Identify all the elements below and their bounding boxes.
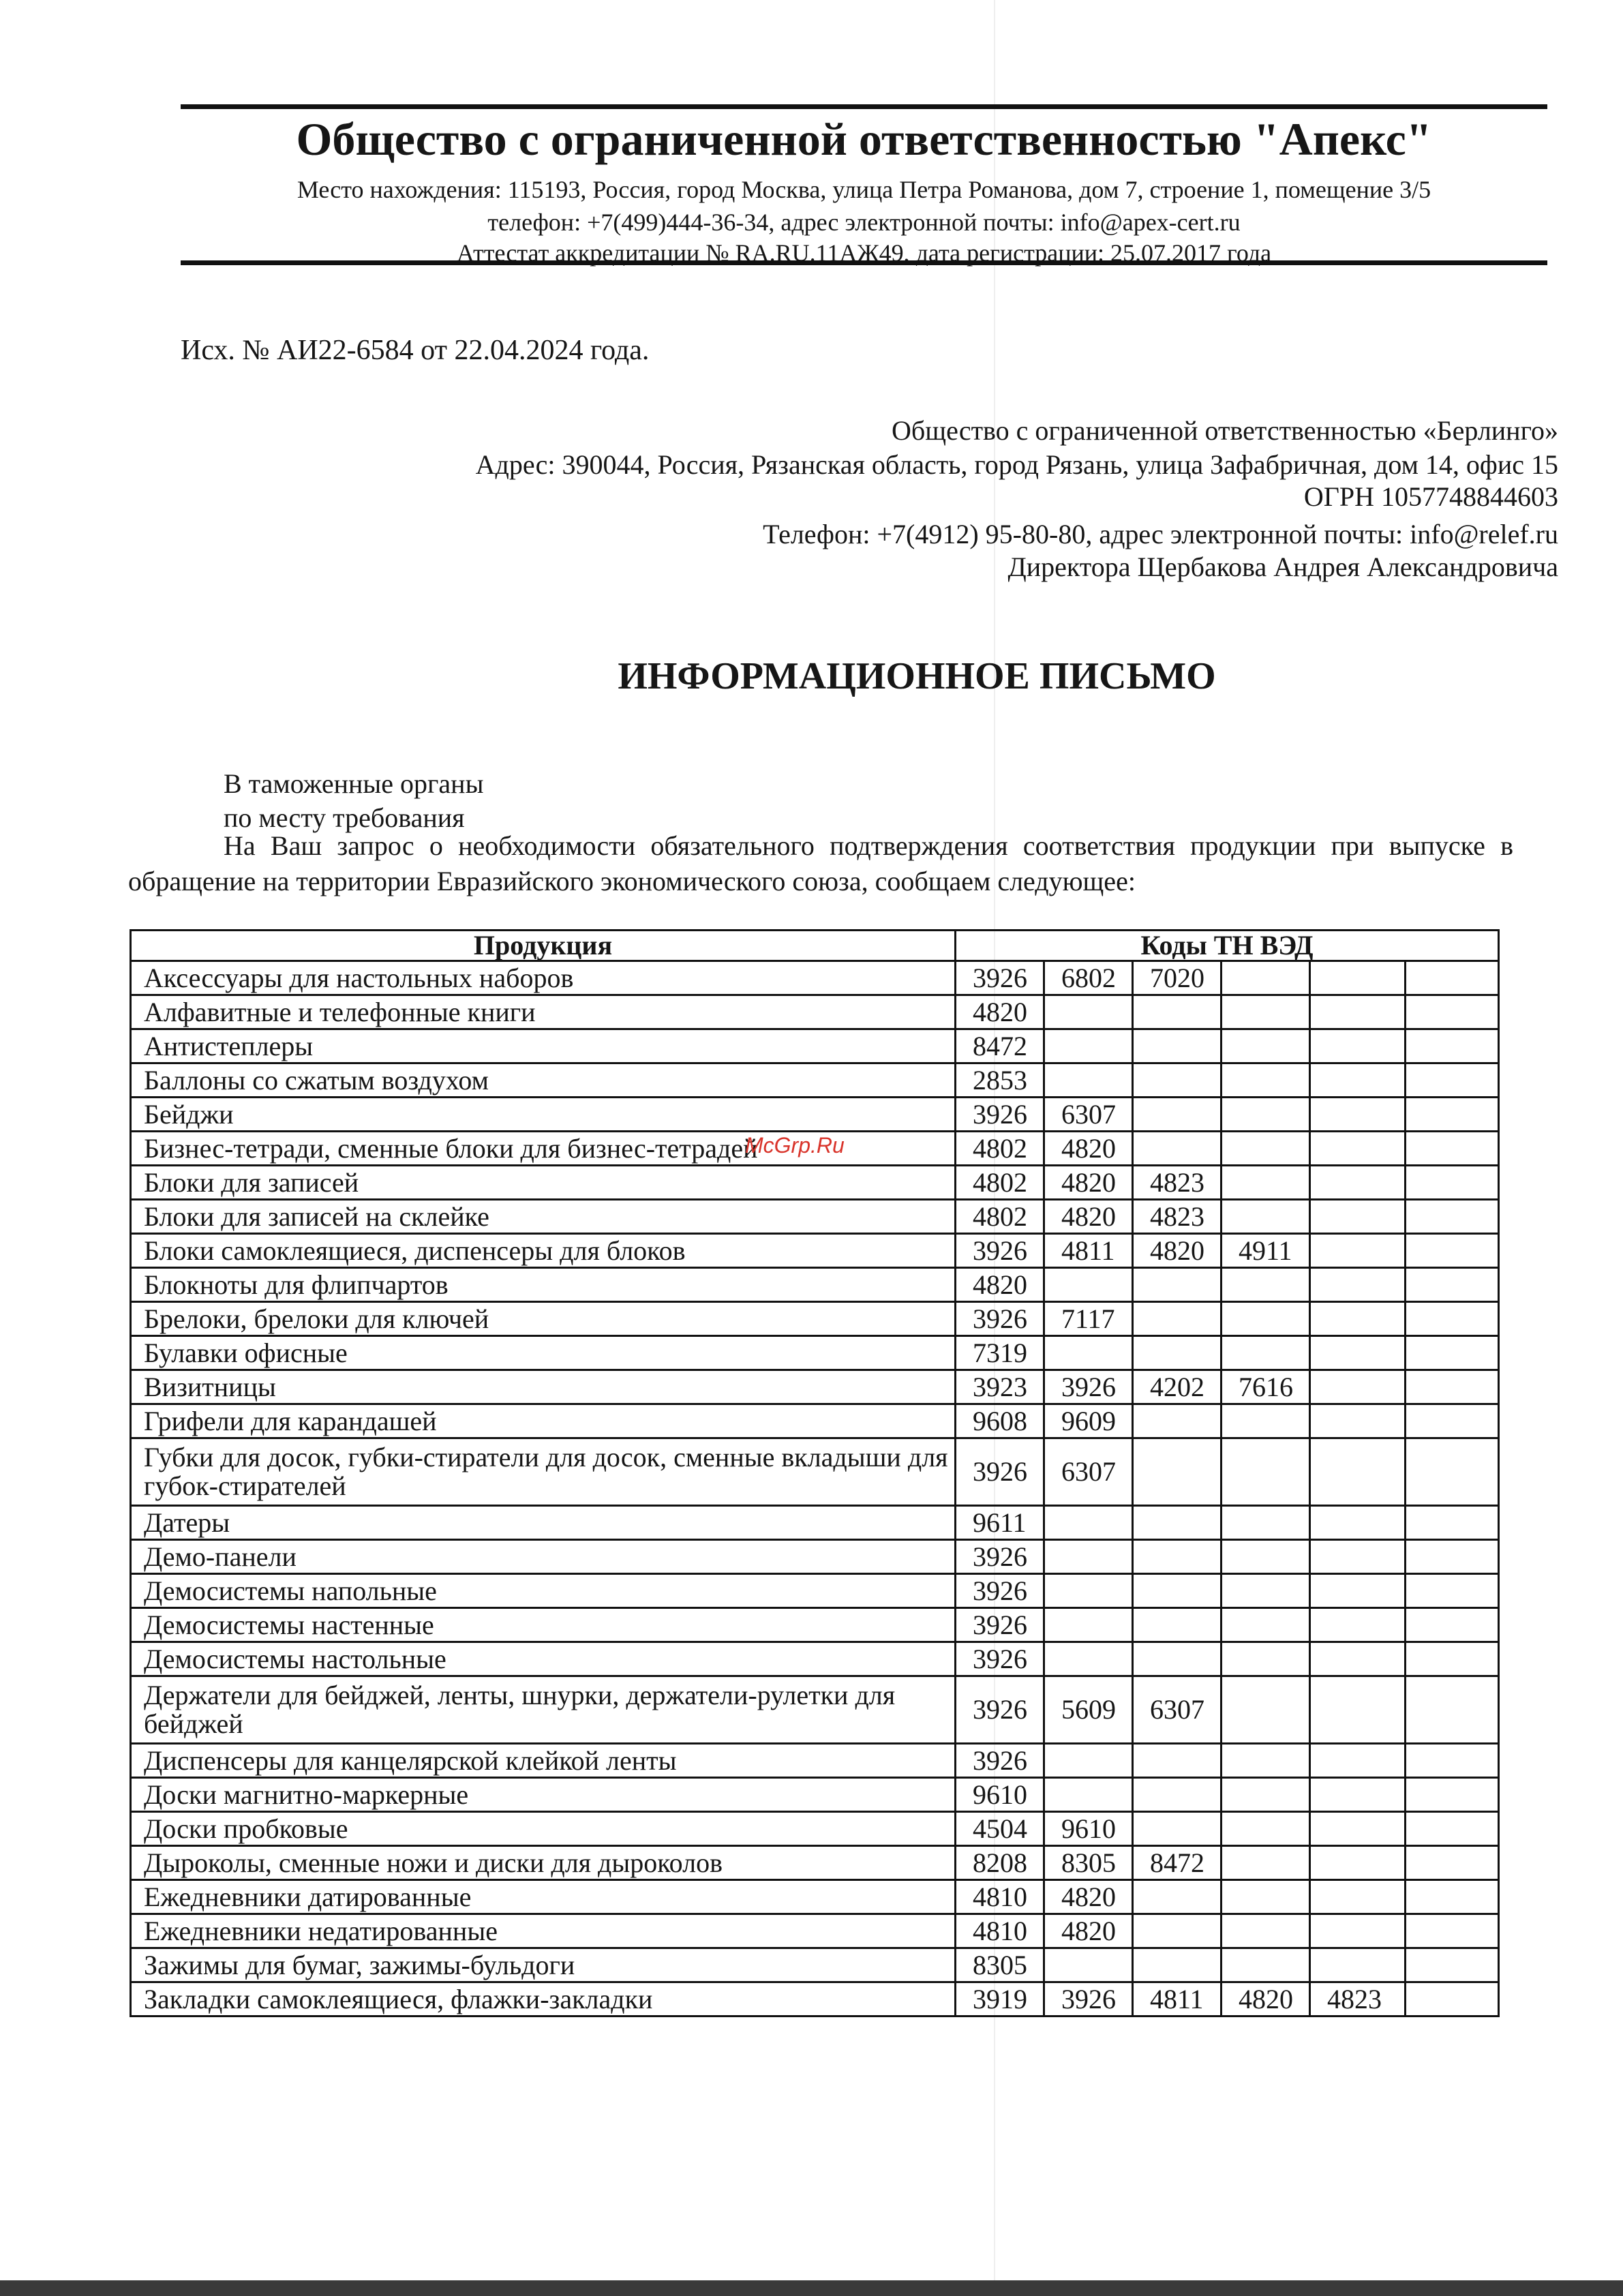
product-cell: Визитницы [131,1370,956,1404]
table-row [131,1982,1499,2016]
code-cell [1310,1506,1406,1540]
code-cell [1406,1438,1499,1506]
code-cell: 4820 [1044,1132,1133,1166]
table-row [131,1336,1499,1370]
table-row [131,1744,1499,1778]
code-cell [1044,1336,1133,1370]
code-cell [1133,1642,1222,1676]
code-cell: 3926 [956,1574,1044,1608]
table-row [131,961,1499,995]
product-codes-table [130,929,1500,2017]
code-cell [1133,1336,1222,1370]
code-cell: 9610 [956,1778,1044,1812]
code-cell: 7616 [1222,1370,1310,1404]
code-cell [1133,1812,1222,1846]
code-cell [1406,1063,1499,1098]
header-codes: Коды ТН ВЭД [956,931,1499,961]
code-cell [1310,1370,1406,1404]
code-cell [1406,1166,1499,1200]
code-cell [1406,1234,1499,1268]
code-cell [1222,1642,1310,1676]
code-cell: 4911 [1222,1234,1310,1268]
code-cell [1044,1506,1133,1540]
code-cell [1310,1812,1406,1846]
table-row [131,1574,1499,1608]
table-row [131,1608,1499,1642]
code-cell [1222,1063,1310,1098]
product-cell: Доски пробковые [131,1812,956,1846]
code-cell [1222,1302,1310,1336]
code-cell: 6307 [1044,1098,1133,1132]
code-cell [1406,1098,1499,1132]
code-cell: 4820 [1044,1880,1133,1914]
table-row [131,1506,1499,1540]
product-cell: Доски магнитно-маркерные [131,1778,956,1812]
product-cell: Демосистемы настенные [131,1608,956,1642]
code-cell: 4820 [956,1268,1044,1302]
code-cell [1310,1574,1406,1608]
code-cell: 4802 [956,1166,1044,1200]
code-cell: 4810 [956,1914,1044,1948]
code-cell [1406,1676,1499,1744]
code-cell: 5609 [1044,1676,1133,1744]
product-cell: Зажимы для бумаг, зажимы-бульдоги [131,1948,956,1982]
table-row [131,1778,1499,1812]
code-cell [1310,1166,1406,1200]
code-cell [1406,1370,1499,1404]
table-row [131,1302,1499,1336]
code-cell [1044,1063,1133,1098]
intro-paragraph: На Ваш запрос о необходимости обязательного подтверждения соответствия продукции при выпуске в обращение на территории Евразийского экономического союза, сообщаем следующее: [128,830,1513,896]
code-cell: 9610 [1044,1812,1133,1846]
table-row [131,1063,1499,1098]
code-cell [1310,1540,1406,1574]
code-cell [1133,1132,1222,1166]
code-cell [1310,1268,1406,1302]
code-cell: 4820 [956,995,1044,1029]
table-row [131,1676,1499,1744]
code-cell [1406,1846,1499,1880]
code-cell: 8208 [956,1846,1044,1880]
code-cell [1222,1608,1310,1642]
code-cell [1133,1608,1222,1642]
code-cell [1310,1098,1406,1132]
table-body [131,961,1499,2016]
code-cell [1222,1948,1310,1982]
product-cell: Диспенсеры для канцелярской клейкой ленты [131,1744,956,1778]
code-cell [1406,1302,1499,1336]
code-cell [1310,995,1406,1029]
code-cell: 3926 [956,1540,1044,1574]
table-row [131,1268,1499,1302]
table-row [131,1370,1499,1404]
code-cell [1133,1063,1222,1098]
code-cell [1310,1846,1406,1880]
code-cell [1406,1744,1499,1778]
table-row [131,1812,1499,1846]
code-cell [1044,1608,1133,1642]
header-product: Продукция [131,931,956,961]
code-cell [1310,1676,1406,1744]
outgoing-reference: Исх. № АИ22-6584 от 22.04.2024 года. [181,335,650,366]
code-cell [1133,1438,1222,1506]
product-cell: Ежедневники недатированные [131,1914,956,1948]
code-cell [1222,1438,1310,1506]
code-cell [1222,1166,1310,1200]
accreditation-line: Аттестат аккредитации № RA.RU.11АЖ49, дата регистрации: 25.07.2017 года [456,239,1272,267]
code-cell: 4202 [1133,1370,1222,1404]
code-cell [1222,1506,1310,1540]
table-row [131,1200,1499,1234]
product-cell: Блокноты для флипчартов [131,1268,956,1302]
code-cell [1310,1608,1406,1642]
code-cell [1406,1608,1499,1642]
code-cell: 3926 [956,961,1044,995]
code-cell [1406,1574,1499,1608]
code-cell [1222,1880,1310,1914]
code-cell [1310,1063,1406,1098]
product-cell: Губки для досок, губки-стиратели для досок, сменные вкладыши для губок-стирателей [131,1438,956,1506]
code-cell [1222,1029,1310,1063]
code-cell [1406,1880,1499,1914]
product-cell: Бизнес-тетради, сменные блоки для бизнес-тетрадей [131,1132,956,1166]
product-cell: Ежедневники датированные [131,1880,956,1914]
code-cell [1133,1506,1222,1540]
code-cell: 7117 [1044,1302,1133,1336]
code-cell [1406,1812,1499,1846]
table-row [131,1642,1499,1676]
product-cell: Баллоны со сжатым воздухом [131,1063,956,1098]
table-header-row [131,931,1499,961]
code-cell [1222,1812,1310,1846]
code-cell [1133,1574,1222,1608]
code-cell: 8472 [956,1029,1044,1063]
code-cell [1044,1778,1133,1812]
product-cell: Блоки самоклеящиеся, диспенсеры для блоков [131,1234,956,1268]
code-cell [1044,1268,1133,1302]
code-cell [1406,1642,1499,1676]
product-cell: Демо-панели [131,1540,956,1574]
company-name: Общество с ограниченной ответственностью "Апекс" [296,113,1432,165]
code-cell [1133,1029,1222,1063]
code-cell: 9609 [1044,1404,1133,1438]
addressee-line-2: по месту требования [224,802,465,833]
code-cell: 4811 [1044,1234,1133,1268]
code-cell [1222,1098,1310,1132]
code-cell: 6802 [1044,961,1133,995]
code-cell: 3926 [956,1438,1044,1506]
code-cell: 4802 [956,1200,1044,1234]
scan-bottom-edge [0,2280,1623,2296]
code-cell: 4810 [956,1880,1044,1914]
code-cell: 3926 [956,1234,1044,1268]
code-cell [1222,1574,1310,1608]
product-cell: Аксессуары для настольных наборов [131,961,956,995]
code-cell [1044,1029,1133,1063]
table-row [131,1029,1499,1063]
product-cell: Антистеплеры [131,1029,956,1063]
code-cell: 3926 [956,1608,1044,1642]
table-row [131,1404,1499,1438]
recipient-name: Общество с ограниченной ответственностью «Берлинго» [892,415,1558,446]
table-row [131,1914,1499,1948]
table-row [131,1540,1499,1574]
letterhead-top-rule [181,104,1547,109]
company-address: Место нахождения: 115193, Россия, город Москва, улица Петра Романова, дом 7, строение 1, помещение 3/5 [297,176,1431,203]
table-row [131,1846,1499,1880]
code-cell: 9611 [956,1506,1044,1540]
code-cell: 3926 [956,1642,1044,1676]
product-cell: Алфавитные и телефонные книги [131,995,956,1029]
code-cell: 4823 [1133,1200,1222,1234]
recipient-director: Директора Щербакова Андрея Александровича [1007,552,1558,582]
code-cell: 4820 [1133,1234,1222,1268]
watermark: McGrp.Ru [745,1133,845,1158]
product-cell: Блоки для записей [131,1166,956,1200]
code-cell: 4820 [1044,1914,1133,1948]
product-cell: Блоки для записей на склейке [131,1200,956,1234]
code-cell [1310,1914,1406,1948]
code-cell: 4820 [1044,1166,1133,1200]
code-cell [1044,1744,1133,1778]
code-cell [1044,1574,1133,1608]
code-cell [1406,1336,1499,1370]
code-cell [1406,961,1499,995]
code-cell [1310,1302,1406,1336]
code-cell: 2853 [956,1063,1044,1098]
code-cell [1310,1404,1406,1438]
code-cell [1133,1744,1222,1778]
code-cell: 3919 [956,1982,1044,2016]
code-cell [1310,1029,1406,1063]
company-contacts: телефон: +7(499)444-36-34, адрес электронной почты: info@apex-cert.ru [487,209,1241,236]
code-cell: 3926 [1044,1982,1133,2016]
code-cell [1310,1336,1406,1370]
product-cell: Брелоки, брелоки для ключей [131,1302,956,1336]
code-cell [1044,1540,1133,1574]
code-cell [1406,1200,1499,1234]
code-cell [1310,1744,1406,1778]
addressee-line-1: В таможенные органы [224,768,484,799]
product-cell: Грифели для карандашей [131,1404,956,1438]
code-cell: 3926 [956,1302,1044,1336]
code-cell [1133,1914,1222,1948]
product-cell: Булавки офисные [131,1336,956,1370]
code-cell [1406,1914,1499,1948]
code-cell [1310,1132,1406,1166]
code-cell [1133,1880,1222,1914]
product-cell: Датеры [131,1506,956,1540]
table-row [131,1948,1499,1982]
table-row [131,1166,1499,1200]
code-cell [1406,1029,1499,1063]
code-cell [1133,1404,1222,1438]
recipient-address: Адрес: 390044, Россия, Рязанская область, город Рязань, улица Зафабричная, дом 14, офис 15 [475,449,1558,480]
code-cell [1044,1642,1133,1676]
code-cell [1310,1778,1406,1812]
product-cell: Демосистемы настольные [131,1642,956,1676]
product-cell: Демосистемы напольные [131,1574,956,1608]
code-cell [1044,1948,1133,1982]
code-cell: 4820 [1222,1982,1310,2016]
recipient-contacts: Телефон: +7(4912) 95-80-80, адрес электронной почты: info@relef.ru [763,519,1558,549]
code-cell [1406,1132,1499,1166]
code-cell: 4820 [1044,1200,1133,1234]
code-cell: 4504 [956,1812,1044,1846]
code-cell [1406,1506,1499,1540]
code-cell: 3926 [956,1676,1044,1744]
code-cell [1310,1200,1406,1234]
code-cell [1222,1132,1310,1166]
code-cell [1310,1880,1406,1914]
code-cell: 7319 [956,1336,1044,1370]
code-cell [1133,1948,1222,1982]
code-cell [1222,1676,1310,1744]
code-cell [1222,1336,1310,1370]
code-cell [1310,1234,1406,1268]
code-cell [1222,1268,1310,1302]
code-cell: 6307 [1133,1676,1222,1744]
table-row [131,995,1499,1029]
code-cell [1406,1268,1499,1302]
code-cell [1222,1914,1310,1948]
code-cell: 3926 [956,1098,1044,1132]
table-row [131,1880,1499,1914]
letterhead-bottom-rule [181,260,1547,265]
code-cell: 4802 [956,1132,1044,1166]
code-cell [1406,1778,1499,1812]
recipient-ogrn: ОГРН 1057748844603 [1303,481,1558,512]
code-cell [1133,1098,1222,1132]
code-cell [1222,1846,1310,1880]
code-cell [1222,1200,1310,1234]
code-cell: 9608 [956,1404,1044,1438]
code-cell [1406,1540,1499,1574]
code-cell: 8472 [1133,1846,1222,1880]
code-cell [1222,1404,1310,1438]
code-cell: 3923 [956,1370,1044,1404]
code-cell: 8305 [1044,1846,1133,1880]
code-cell [1310,1642,1406,1676]
code-cell [1310,961,1406,995]
code-cell: 3926 [956,1744,1044,1778]
code-cell [1222,995,1310,1029]
code-cell [1310,1438,1406,1506]
code-cell [1310,1948,1406,1982]
code-cell [1222,1744,1310,1778]
product-cell: Держатели для бейджей, ленты, шнурки, держатели-рулетки для бейджей [131,1676,956,1744]
code-cell [1406,1982,1499,2016]
code-cell [1406,995,1499,1029]
code-cell: 7020 [1133,961,1222,995]
code-cell [1133,1302,1222,1336]
code-cell [1133,1268,1222,1302]
code-cell: 4823 [1310,1982,1406,2016]
code-cell [1044,995,1133,1029]
product-cell: Дыроколы, сменные ножи и диски для дыроколов [131,1846,956,1880]
code-cell [1406,1948,1499,1982]
table-row [131,1098,1499,1132]
code-cell [1222,1540,1310,1574]
table-row [131,1234,1499,1268]
table-row [131,1438,1499,1506]
code-cell [1133,1540,1222,1574]
code-cell: 6307 [1044,1438,1133,1506]
code-cell: 8305 [956,1948,1044,1982]
code-cell [1133,1778,1222,1812]
product-cell: Бейджи [131,1098,956,1132]
code-cell [1133,995,1222,1029]
code-cell: 4811 [1133,1982,1222,2016]
code-cell [1222,961,1310,995]
product-cell: Закладки самоклеящиеся, флажки-закладки [131,1982,956,2016]
code-cell [1222,1778,1310,1812]
code-cell: 4823 [1133,1166,1222,1200]
code-cell [1406,1404,1499,1438]
document-title: ИНФОРМАЦИОННОЕ ПИСЬМО [618,655,1216,697]
code-cell: 3926 [1044,1370,1133,1404]
